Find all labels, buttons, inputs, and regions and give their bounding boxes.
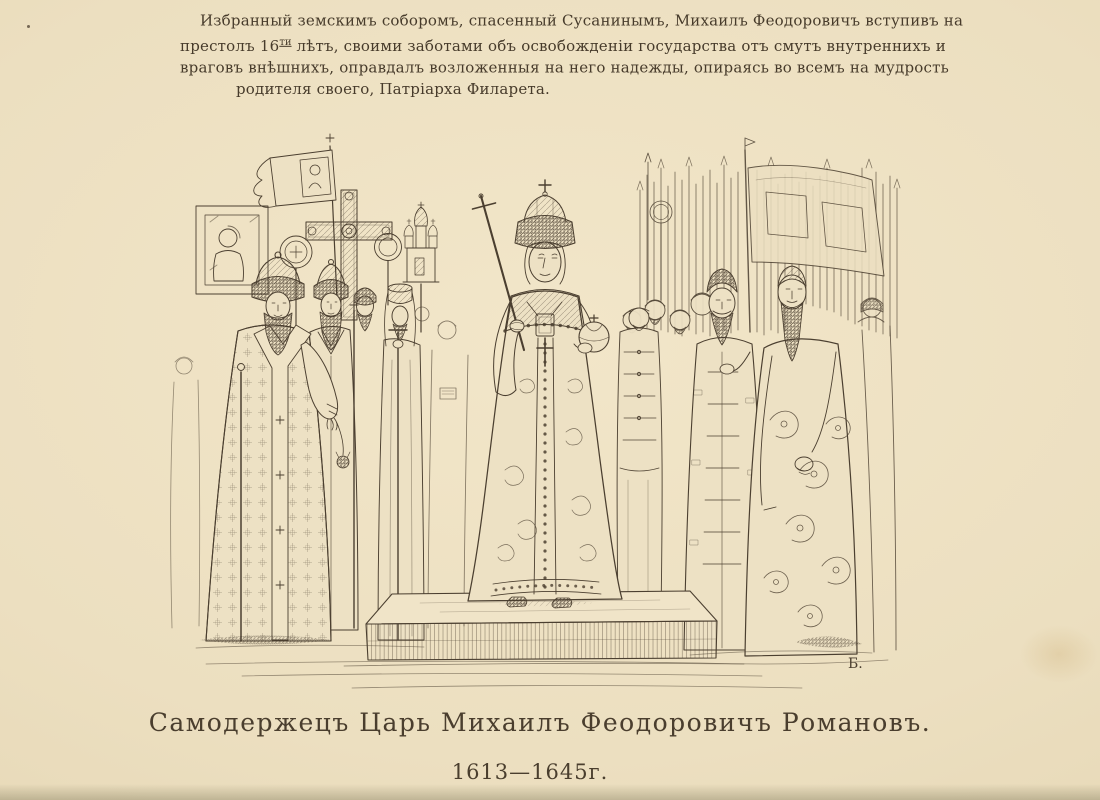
bishop-head [354, 288, 376, 331]
paper-speck [27, 25, 30, 28]
caption-years: 1613—1645г. [451, 760, 609, 784]
monk-figure [378, 284, 424, 640]
background-figure-right [858, 298, 896, 652]
church-lantern-icon [403, 202, 439, 332]
background-figure-left [171, 357, 200, 628]
annotation-line-2-post: лѣтъ, своими заботами объ освобожденіи государства отъ смутъ внутреннихъ и [291, 36, 946, 55]
annotation-line-2-pre: престолъ 16 [180, 36, 280, 55]
engraver-monogram: Б. [848, 656, 863, 672]
streltsy-figure [617, 308, 662, 620]
processional-cross-icon [306, 190, 392, 320]
boyar-patterned-figure [745, 266, 857, 656]
annotation-line-3: враговъ внѣшнихъ, оправдалъ возложенныя на него надежды, опираясь во всемъ на мудрость [180, 58, 949, 77]
tsar-figure [468, 180, 622, 608]
clergy-group [200, 252, 468, 645]
annotation-line-4: родителя своего, Патріарха Филарета. [236, 79, 551, 98]
annotation-line-2-superscript: ти [279, 36, 292, 48]
caption-title: Самодержецъ Царь Михаилъ Феодоровичъ Романовъ. [148, 708, 932, 737]
paper-stain [1020, 625, 1098, 683]
annotation-line-1: Избранный земскимъ соборомъ, спасенный Сусанинымъ, Михаилъ Феодоровичъ вступивъ на [200, 11, 964, 30]
